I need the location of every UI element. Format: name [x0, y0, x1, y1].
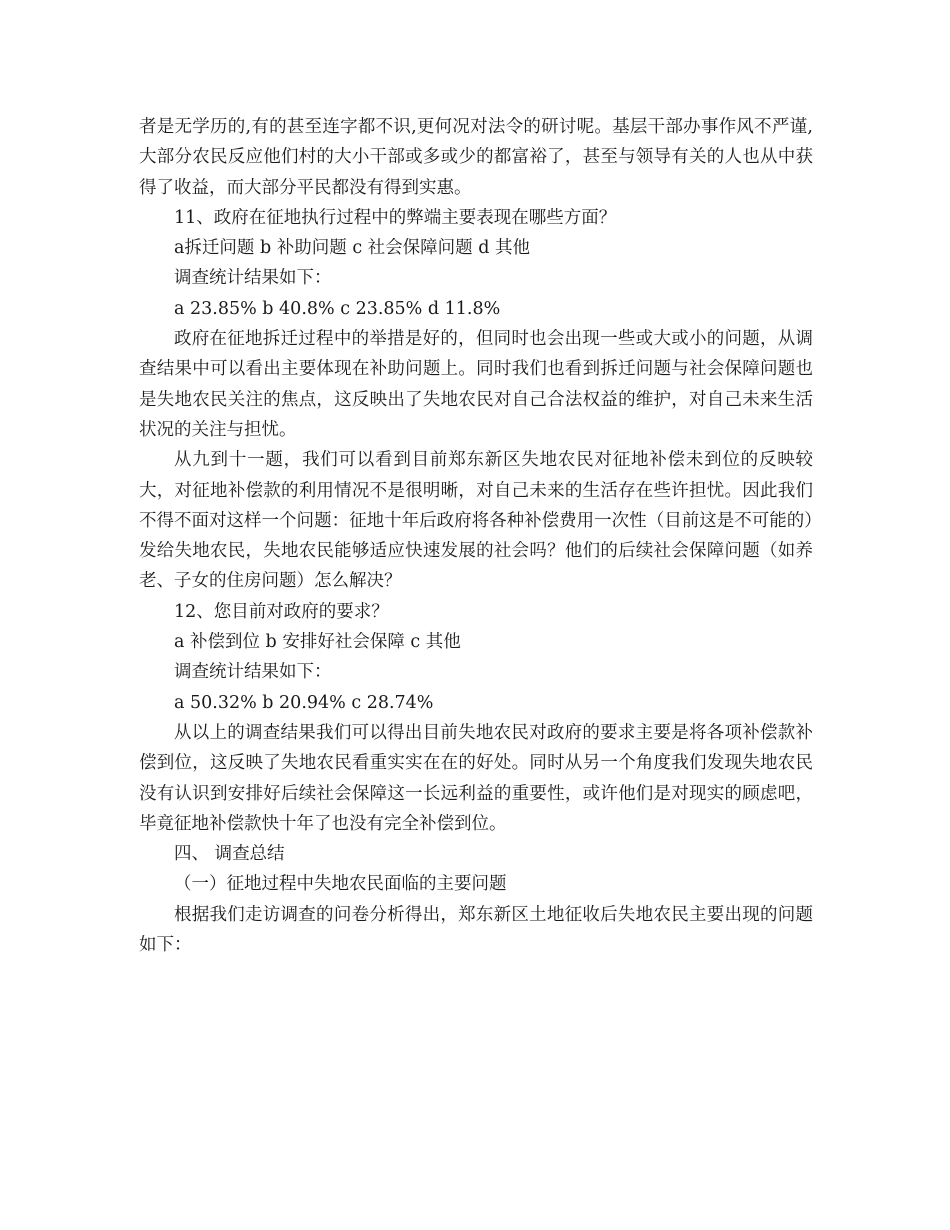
paragraph-summary-9-11: 从九到十一题，我们可以看到目前郑东新区失地农民对征地补偿未到位的反映较大，对征地补偿款的利用情况不是很明晰，对自己未来的生活存在些许担忧。因此我们不得不面对这样一个问题：征地十年后政府将各种补偿费用一次性（目前这是不可能的）发给失地农民，失地农民能够适应快速发展的社会吗？他们的后续社会保障问题（如养老、子女的住房问题）怎么解决？	[139, 450, 813, 592]
subsection-heading-1: （一）征地过程中失地农民面临的主要问题	[174, 874, 507, 895]
survey-result-label: 调查统计结果如下：	[174, 662, 332, 683]
section-heading-4: 四、 调查总结	[174, 844, 285, 865]
question-12-options: a 补偿到位 b 安排好社会保障 c 其他	[174, 632, 461, 653]
paragraph-conclusion: 根据我们走访调查的问卷分析得出，郑东新区土地征收后失地农民主要出现的问题如下：	[139, 904, 813, 956]
question-11-options: a拆迁问题 b 补助问题 c 社会保障问题 d 其他	[174, 238, 531, 259]
question-11: 11、政府在征地执行过程中的弊端主要表现在哪些方面？	[174, 207, 617, 228]
question-11-results: a 23.85% b 40.8% c 23.85% d 11.8%	[174, 298, 501, 319]
paragraph-analysis-11: 政府在征地拆迁过程中的举措是好的，但同时也会出现一些或大或小的问题，从调查结果中可以看出主要体现在补助问题上。同时我们也看到拆迁问题与社会保障问题也是失地农民关注的焦点，这反映出了失地农民对自己合法权益的维护，对自己未来生活状况的关注与担忧。	[139, 329, 813, 440]
paragraph-intro: 者是无学历的,有的甚至连字都不识,更何况对法令的研讨呢。基层干部办事作风不严谨,大部分农民反应他们村的大小干部或多或少的都富裕了，甚至与领导有关的人也从中获得了收益，而大部分平民都没有得到实惠。	[139, 117, 813, 198]
survey-result-label: 调查统计结果如下：	[174, 268, 332, 289]
question-12: 12、您目前对政府的要求？	[174, 601, 389, 622]
question-12-results: a 50.32% b 20.94% c 28.74%	[174, 692, 434, 713]
document-page	[139, 112, 813, 960]
paragraph-analysis-12: 从以上的调查结果我们可以得出目前失地农民对政府的要求主要是将各项补偿款补偿到位，这反映了失地农民看重实实在在的好处。同时从另一个角度我们发现失地农民没有认识到安排好后续社会保障这一长远利益的重要性，或许他们是对现实的顾虑吧，毕竟征地补偿款快十年了也没有完全补偿到位。	[139, 722, 813, 834]
